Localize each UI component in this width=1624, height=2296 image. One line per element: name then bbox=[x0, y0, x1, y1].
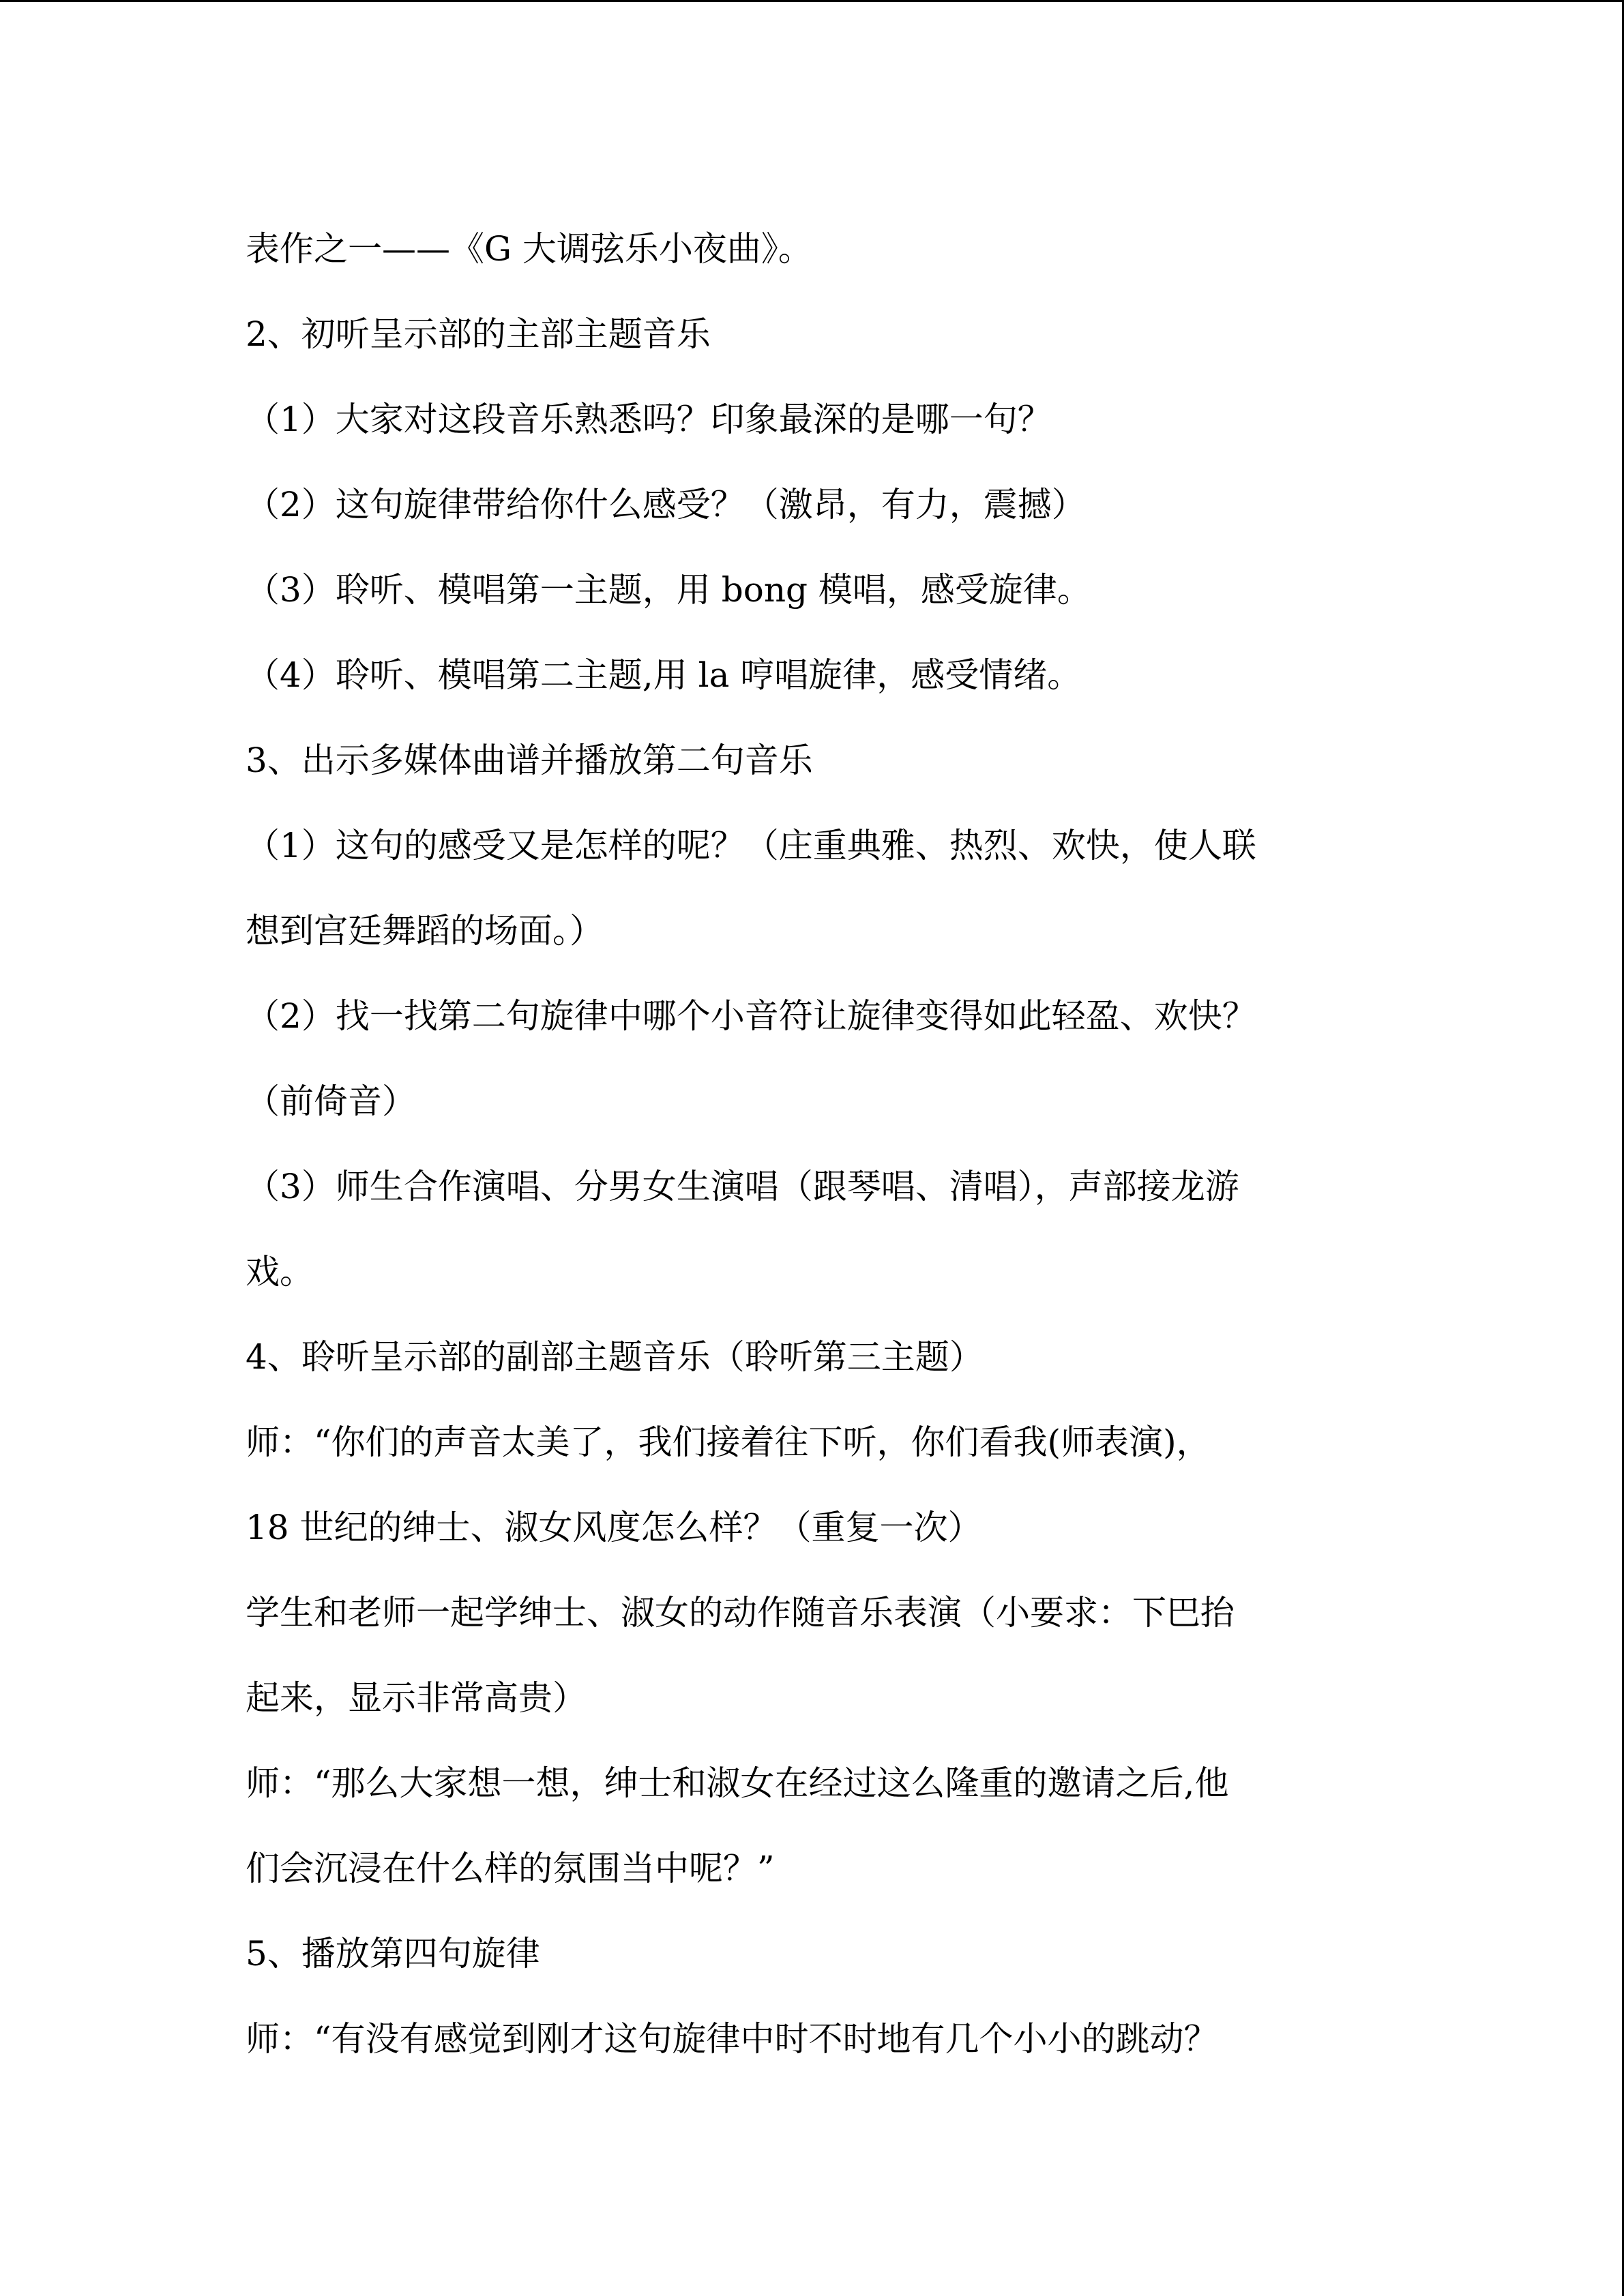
text-line: （2）这句旋律带给你什么感受？（激昂，有力，震撼） bbox=[246, 485, 1086, 524]
text-line: （1）这句的感受又是怎样的呢？（庄重典雅、热烈、欢快，使人联 bbox=[246, 826, 1256, 865]
text-line: 师：“那么大家想一想，绅士和淑女在经过这么隆重的邀请之后,他 bbox=[246, 1763, 1229, 1803]
text-line: 表作之一——《G 大调弦乐小夜曲》。 bbox=[246, 229, 812, 269]
document-body bbox=[246, 207, 1378, 2082]
text-line: （4）聆听、模唱第二主题,用 la 哼唱旋律，感受情绪。 bbox=[246, 655, 1082, 695]
section-heading: 5、播放第四句旋律 bbox=[246, 1934, 540, 1973]
text-line: （2）找一找第二句旋律中哪个小音符让旋律变得如此轻盈、欢快？ bbox=[246, 996, 1256, 1036]
text-line: （1）大家对这段音乐熟悉吗？印象最深的是哪一句？ bbox=[246, 400, 1052, 439]
section-heading: 2、初听呈示部的主部主题音乐 bbox=[246, 314, 711, 354]
text-line: 起来，显示非常高贵） bbox=[246, 1678, 587, 1718]
text-line: 18 世纪的绅士、淑女风度怎么样？（重复一次） bbox=[246, 1508, 982, 1547]
text-line: （3）师生合作演唱、分男女生演唱（跟琴唱、清唱），声部接龙游 bbox=[246, 1167, 1239, 1206]
text-line: （3）聆听、模唱第一主题，用 bong 模唱，感受旋律。 bbox=[246, 570, 1091, 610]
text-line: 学生和老师一起学绅士、淑女的动作随音乐表演（小要求：下巴抬 bbox=[246, 1593, 1235, 1632]
text-line: 想到宫廷舞蹈的场面。） bbox=[246, 911, 604, 951]
text-line: 师：“你们的声音太美了，我们接着往下听，你们看我(师表演)， bbox=[246, 1422, 1211, 1462]
section-heading: 4、聆听呈示部的副部主题音乐（聆听第三主题） bbox=[246, 1337, 984, 1377]
text-line: （前倚音） bbox=[246, 1082, 416, 1121]
section-heading: 3、出示多媒体曲谱并播放第二句音乐 bbox=[246, 741, 813, 780]
text-line: 们会沉浸在什么样的氛围当中呢？” bbox=[246, 1849, 775, 1888]
text-line: 戏。 bbox=[246, 1252, 314, 1292]
text-line: 师：“有没有感觉到刚才这句旋律中时不时地有几个小小的跳动？ bbox=[246, 2019, 1218, 2059]
